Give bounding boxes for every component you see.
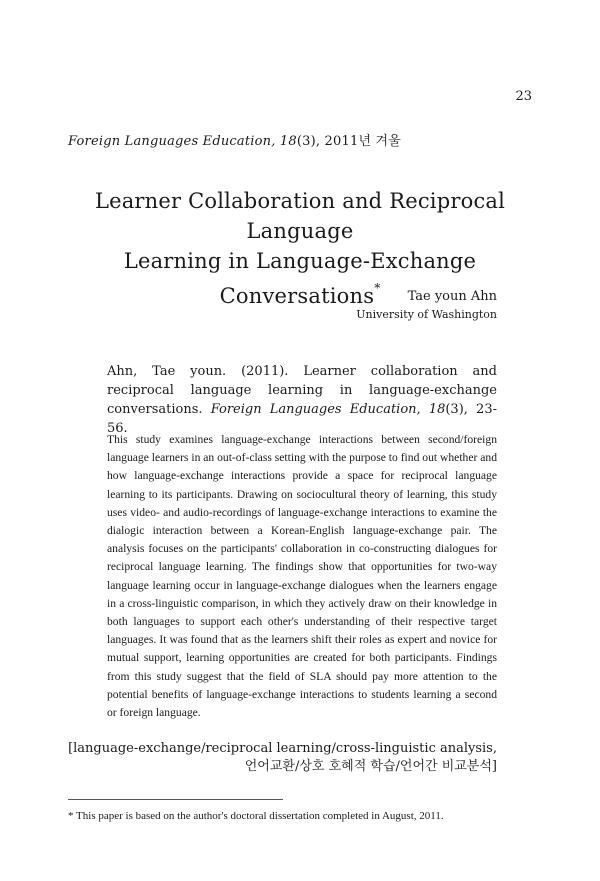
keywords <box>68 740 497 776</box>
title-line-2-text: Learning in Language-Exchange Conversations <box>123 249 477 308</box>
footnote: * This paper is based on the author's doctoral dissertation completed in August, 2011. <box>68 810 444 822</box>
abstract: This study examines language-exchange interactions between second/foreign language learners in an out-of-class setting with the purpose to find out whether and how language-exchange interactions provide a space for reciprocal language learning to its participants. Drawing on sociocultural theory of learning, this study uses video- and audio-recordings of language-exchange interactions to examine the dialogic interaction between a Korean-English language-exchange pair. The analysis focuses on the participants' collaboration in co-constructing dialogues for reciprocal language learning. The findings show that opportunities for two-way language learning occur in language-exchange dialogues when the learners engage in a cross-linguistic comparison, in which they actively draw on their knowledge in both languages to support each other's understanding of their respective target languages. It was found that as the learners shift their roles as expert and novice for mutual support, learning opportunities are created for both participants. Findings from this study suggest that the field of SLA should pay more attention to the potential benefits of language-exchange interactions to students learning a second or foreign language. <box>107 433 497 720</box>
journal-issue-year: (3), 2011년 겨울 <box>296 134 402 149</box>
journal-volume: 18 <box>279 134 297 149</box>
title-line-1: Learner Collaboration and Reciprocal Language <box>94 189 506 243</box>
journal-name: Foreign Languages Education, <box>68 134 276 149</box>
citation-text: Ahn, Tae youn. (2011). Learner collaboration and reciprocal language learning in language-exchange conversations. <box>107 364 497 417</box>
journal-header <box>68 130 401 149</box>
keywords-korean: 언어교환/상호 호혜적 학습/언어간 비교분석] <box>244 759 497 774</box>
citation-journal: Foreign Languages Education, <box>210 402 421 417</box>
author-name: Tae youn Ahn <box>407 289 497 304</box>
citation <box>107 362 497 438</box>
citation-pages: (3), 23-56. <box>107 402 497 436</box>
page-number: 23 <box>515 89 532 104</box>
citation-volume: 18 <box>428 402 446 417</box>
footnote-divider <box>68 799 283 800</box>
footnote-marker: * <box>374 281 381 295</box>
keywords-english: [language-exchange/reciprocal learning/cross-linguistic analysis, <box>68 741 497 756</box>
author-affiliation: University of Washington <box>356 308 497 321</box>
